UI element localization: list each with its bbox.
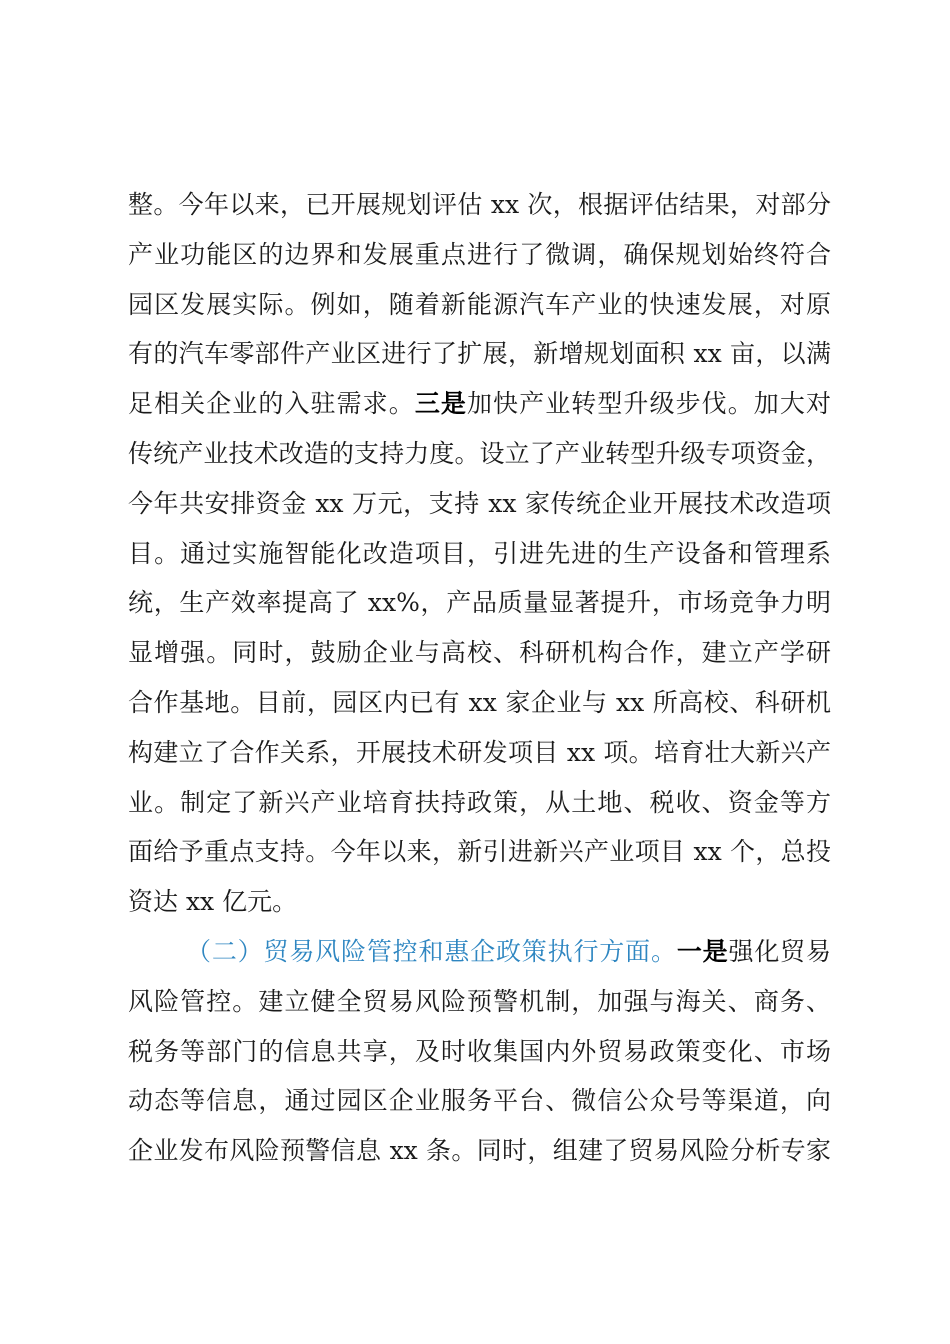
text-line <box>128 1027 831 1077</box>
text-line <box>128 180 831 230</box>
body-text: 合作基地。目前，园区内已有 xx 家企业与 xx 所高校、科研机 <box>128 687 831 717</box>
body-text: 今年共安排资金 xx 万元，支持 xx 家传统企业开展技术改造项 <box>128 488 831 518</box>
text-line <box>128 877 831 927</box>
body-text: 园区发展实际。例如，随着新能源汽车产业的快速发展，对原 <box>128 289 831 319</box>
bold-lead-phrase: 一是 <box>676 936 729 966</box>
body-text: 风险管控。建立健全贸易风险预警机制，加强与海关、商务、 <box>128 986 831 1016</box>
body-text: 传统产业技术改造的支持力度。设立了产业转型升级专项资金， <box>128 438 831 468</box>
body-text: 产业功能区的边界和发展重点进行了微调，确保规划始终符合 <box>128 239 831 269</box>
body-text: 动态等信息，通过园区企业服务平台、微信公众号等渠道，向 <box>128 1086 831 1116</box>
body-text: 显增强。同时，鼓励企业与高校、科研机构合作，建立产学研 <box>128 638 831 668</box>
body-text: 面给予重点支持。今年以来，新引进新兴产业项目 xx 个，总投 <box>128 837 831 867</box>
text-line <box>128 778 831 828</box>
text-line <box>128 329 831 379</box>
bold-lead-phrase: 三是 <box>414 389 467 419</box>
document-page <box>128 180 831 1176</box>
text-line <box>128 578 831 628</box>
section-heading: （二）贸易风险管控和惠企政策执行方面。 <box>186 936 677 966</box>
body-text: 加快产业转型升级步伐。加大对 <box>466 389 831 419</box>
text-line <box>128 628 831 678</box>
body-text: 强化贸易 <box>728 936 831 966</box>
text-line <box>128 678 831 728</box>
body-text: 有的汽车零部件产业区进行了扩展，新增规划面积 xx 亩，以满 <box>128 339 831 369</box>
text-line <box>128 280 831 330</box>
text-line <box>128 1126 831 1176</box>
text-line <box>128 379 831 429</box>
body-text: 企业发布风险预警信息 xx 条。同时，组建了贸易风险分析专家 <box>128 1136 831 1166</box>
body-text: 足相关企业的入驻需求。 <box>128 389 415 419</box>
body-text: 整。今年以来，已开展规划评估 xx 次，根据评估结果，对部分 <box>128 190 831 219</box>
body-text: 目。通过实施智能化改造项目，引进先进的生产设备和管理系 <box>128 538 831 568</box>
text-line <box>128 529 831 579</box>
body-text: 资达 xx 亿元。 <box>128 887 298 917</box>
body-text: 税务等部门的信息共享，及时收集国内外贸易政策变化、市场 <box>128 1036 831 1066</box>
text-line <box>128 1076 831 1126</box>
body-text: 业。制定了新兴产业培育扶持政策，从土地、税收、资金等方 <box>128 787 831 817</box>
body-text: 构建立了合作关系，开展技术研发项目 xx 项。培育壮大新兴产 <box>128 737 831 767</box>
text-line <box>128 429 831 479</box>
body-text: 统，生产效率提高了 xx%，产品质量显著提升，市场竞争力明 <box>128 588 831 618</box>
text-line <box>128 728 831 778</box>
text-line <box>128 827 831 877</box>
text-line <box>128 479 831 529</box>
text-line <box>128 230 831 280</box>
section-heading-line <box>128 927 831 977</box>
text-line <box>128 977 831 1027</box>
